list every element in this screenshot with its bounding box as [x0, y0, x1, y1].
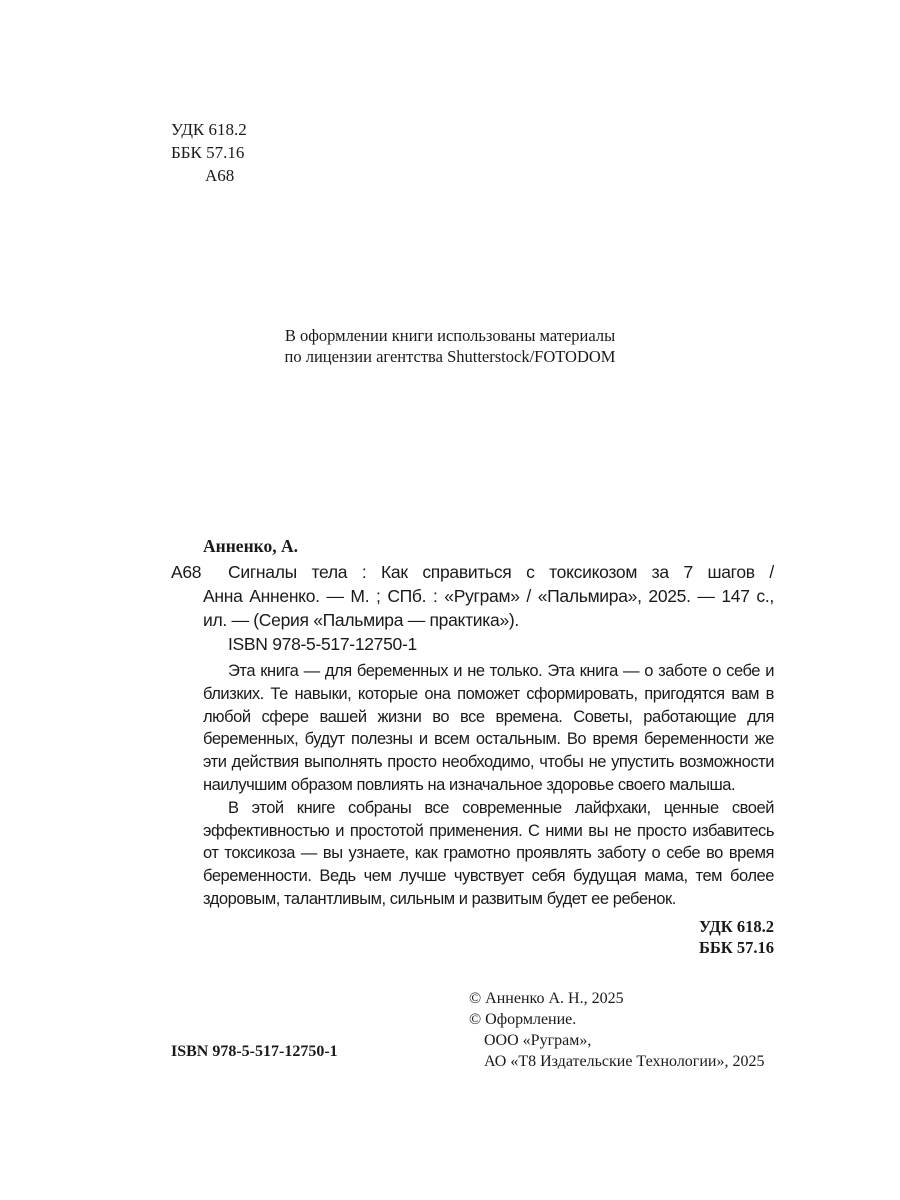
udk-code: УДК 618.2 [171, 120, 247, 139]
classification-codes-bottom [600, 916, 774, 958]
record-isbn: ISBN 978-5-517-12750-1 [228, 634, 417, 654]
copyright-author: © Анненко А. Н., 2025 [469, 990, 624, 1007]
copyright-publisher-1: ООО «Руграм», [484, 1032, 592, 1049]
record-title-line: Сигналы тела : Как справиться с токсикозом за 7 шагов / [228, 562, 774, 582]
credit-line-2: по лицензии агентства Shutterstock/FOTODOM [284, 347, 616, 366]
bibliographic-record [171, 560, 774, 632]
record-author-mark: А68 [171, 562, 202, 582]
classification-codes-top [171, 118, 247, 187]
image-credit [0, 325, 900, 367]
record-author: Анненко, А. [203, 536, 299, 556]
author-mark: А68 [205, 166, 235, 185]
copyright-block [469, 988, 765, 1072]
credit-line-1: В оформлении книги использованы материалы [284, 326, 616, 345]
udk-code-bottom: УДК 618.2 [698, 917, 774, 936]
record-details: Анна Анненко. — М. ; СПб. : «Руграм» / «Пальмира», 2025. — 147 с., ил. — (Серия «Пальмира — практика»). [203, 586, 774, 630]
annotation [203, 660, 774, 911]
annotation-paragraph-1: Эта книга — для беременных и не только. Эта книга — о заботе о себе и близких. Те навыки, которые она поможет сформировать, пригодятся вам в любой сфере вашей жизни во все времена. Советы, работающие для беременных, будут полезны и всем остальным. Во время беременности же эти действия выполнять просто необходимо, чтобы не упустить возможности наилучшим образом повлиять на изначальное здоровье своего малыша. [203, 662, 774, 794]
isbn-bottom: ISBN 978-5-517-12750-1 [171, 1043, 338, 1060]
annotation-paragraph-2: В этой книге собраны все современные лайфхаки, ценные своей эффективностью и простотой применения. С ними вы не просто избавитесь от токсикоза — вы узнаете, как грамотно проявлять заботу о себе во время беременности. Ведь чем лучше чувствует себя будущая мама, тем более здоровым, талантливым, сильным и развитым будет ее ребенок. [203, 798, 774, 908]
bbk-code-bottom: ББК 57.16 [698, 938, 774, 957]
bbk-code: ББК 57.16 [171, 143, 245, 162]
copyright-publisher-2: АО «Т8 Издательские Технологии», 2025 [484, 1053, 765, 1070]
copyright-design: © Оформление. [469, 1011, 577, 1028]
